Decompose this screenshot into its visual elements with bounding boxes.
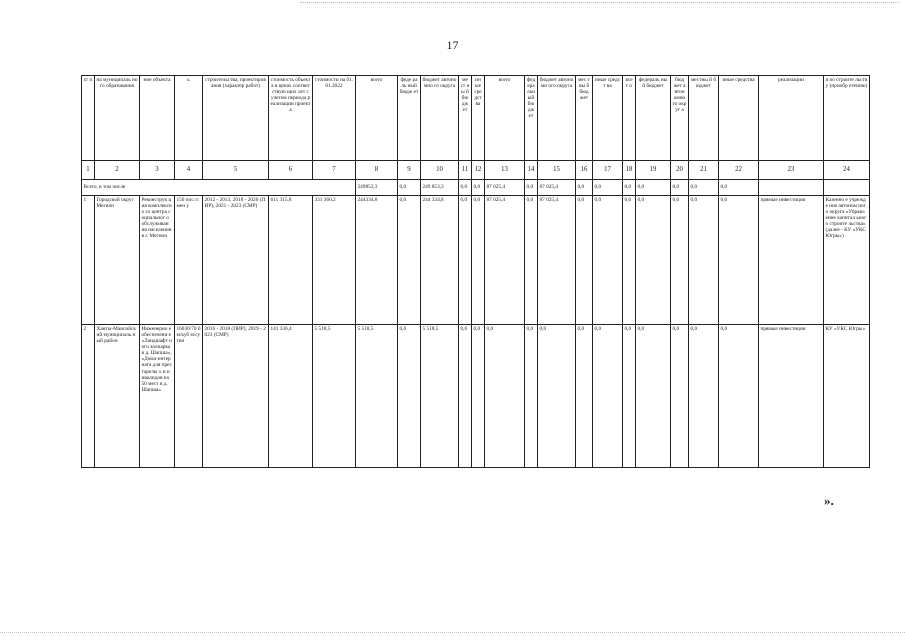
header-cell: мес тны й бюд жет [576,76,593,161]
header-cell: федераль ный бюджет [636,76,671,161]
responsible-cell: Казенно е учрежде ние автоном ного округа «Управл ение капитал ьного строите льства» (далее - КУ «УКС Югры») [824,196,870,325]
column-number: 13 [485,161,525,180]
column-number: 9 [398,161,421,180]
table-header-row [82,76,870,161]
table-row [82,196,870,325]
header-cell: иные средст ва [593,76,623,161]
page-number: 17 [446,38,459,52]
column-number: 20 [671,161,689,180]
value-cell: 0,0 [472,325,485,468]
column-number: 5 [203,161,269,180]
value-cell: 0,0 [671,196,689,325]
column-number: 19 [636,161,671,180]
column-number: 1 [82,161,95,180]
closing-quote-mark: ». [824,493,834,508]
responsible-cell: КУ «УКС Югры» [824,325,870,468]
header-cell: иные средства [719,76,759,161]
header-cell: стоимость объекта в ценах соответствую щих лет с учетом периода реализации проекта [269,76,313,161]
value-cell: 0,0 [593,196,623,325]
column-number: 15 [538,161,576,180]
value-cell: 244 334,8 [421,196,459,325]
cost-remaining-cell: 5 518,5 [313,325,356,468]
value-cell: 0,0 [459,325,472,468]
column-number: 14 [525,161,538,180]
object-name-cell: Реконструк ция комплексно го центра социальног о обслуживан ия населения в г. Мегион [140,196,175,325]
value-cell: 0,0 [719,325,759,468]
period-cell: 2016 - 2018 (ПИР), 2019 - 2023 (СМР) [203,325,269,468]
column-number: 22 [719,161,759,180]
value-cell: 0,0 [525,325,538,468]
total-cell: 0,0 [459,180,472,196]
value-cell: 0,0 [472,196,485,325]
header-cell: стоимости на 01.01.2022 [313,76,356,161]
value-cell: 5 518,5 [421,325,459,468]
value-cell: 0,0 [576,196,593,325]
mechanism-cell: прямые инвестиции [759,196,824,325]
total-cell: 0,0 [472,180,485,196]
value-cell: 0,0 [689,196,719,325]
column-number: 8 [356,161,398,180]
header-cell: на муниципаль ного образования [95,76,140,161]
column-number: 10 [421,161,459,180]
mechanism-cell: прямые инвестиции [759,325,824,468]
header-cell: местны й бюджет [689,76,719,161]
value-cell: 0,0 [719,196,759,325]
total-cell: 249 853,3 [421,180,459,196]
value-cell: 0,0 [576,325,593,468]
cost-remaining-cell: 331 360,2 [313,196,356,325]
column-number: 16 [576,161,593,180]
capacity-cell: 16030/70 0 м/куб м/сутки [175,325,203,468]
value-cell: 0,0 [398,196,421,325]
column-number: 2 [95,161,140,180]
header-cell: ние объекта [140,76,175,161]
total-cell: 0,0 [398,180,421,196]
total-cell: 0,0 [525,180,538,196]
column-number: 17 [593,161,623,180]
municipality-cell: Ханты-Мансийский муниципаль ный район [95,325,140,468]
total-cell: 87 025,4 [538,180,576,196]
header-cell: бюд жет автон омно го округ а [671,76,689,161]
column-number: 7 [313,161,356,180]
municipality-cell: Городской округ Мегион [95,196,140,325]
header-cell: реализации [759,76,824,161]
header-cell: бюджет автономн ого округа [538,76,576,161]
column-number: 4 [175,161,203,180]
table-row [82,325,870,468]
value-cell: 0,0 [636,196,671,325]
cost-total-cell: 141 336,4 [269,325,313,468]
column-number: 23 [759,161,824,180]
column-number: 24 [824,161,870,180]
column-number: 3 [140,161,175,180]
capacity-cell: 150 пос./смен у [175,196,203,325]
total-cell: 0,0 [689,180,719,196]
total-cell: 0,0 [593,180,623,196]
period-cell: 2012 - 2013, 2018 - 2020 (ПИР), 2021 - 2023 (СМР) [203,196,269,325]
value-cell: 0,0 [623,325,636,468]
column-number: 21 [689,161,719,180]
total-cell: 0,0 [576,180,593,196]
value-cell: 0,0 [636,325,671,468]
value-cell: 0,0 [525,196,538,325]
value-cell: 87 025,4 [485,196,525,325]
scan-bottom-edge [0,632,905,633]
column-number: 12 [472,161,485,180]
scan-top-edge [300,2,900,3]
total-cell: 0,0 [636,180,671,196]
value-cell: 0,0 [538,325,576,468]
column-number: 6 [269,161,313,180]
total-cell: 87 025,4 [485,180,525,196]
header-cell: фед ера льн ый бю дж ет [525,76,538,161]
row-number: 2 [82,325,95,468]
header-cell: ин ые сре дст ва [472,76,485,161]
value-cell: 0,0 [671,325,689,468]
total-cell: 0,0 [719,180,759,196]
header-cell: ь [175,76,203,161]
total-label: Всего, в том числе [82,180,356,196]
column-number-row [82,161,870,180]
value-cell: 0,0 [398,325,421,468]
column-number: 11 [459,161,472,180]
row-number: 1 [82,196,95,325]
column-number: 18 [623,161,636,180]
header-cell: строительства, проектирования (характер работ) [203,76,269,161]
value-cell: 244334,8 [356,196,398,325]
header-cell: всего [485,76,525,161]
cost-total-cell: 611 315,8 [269,196,313,325]
value-cell: 5 518,5 [356,325,398,468]
header-cell: ме ст ны й бю дж ет [459,76,472,161]
total-cell: 249853,3 [356,180,398,196]
total-cell [824,180,870,196]
value-cell: 0,0 [593,325,623,468]
total-row [82,180,870,196]
header-cell: феде раль ный бюдж ет [398,76,421,161]
header-cell: я по строите льству (приобр етению) [824,76,870,161]
total-cell [759,180,824,196]
value-cell: 0,0 [485,325,525,468]
object-name-cell: Инженерно е обеспечени е «Ландшафт ного зоопарка в д. Шапша», «Дома-интерната для престарелы х и инвалидов на 50 мест в д. Шапша» [140,325,175,468]
investment-table [81,75,870,468]
value-cell: 87 025,4 [538,196,576,325]
header-cell: всег о [623,76,636,161]
value-cell: 0,0 [689,325,719,468]
total-cell: 0,0 [671,180,689,196]
header-cell: п/ п [82,76,95,161]
header-cell: всего [356,76,398,161]
value-cell: 0,0 [459,196,472,325]
header-cell: бюджет автономно го округа [421,76,459,161]
value-cell: 0,0 [623,196,636,325]
total-cell: 0,0 [623,180,636,196]
